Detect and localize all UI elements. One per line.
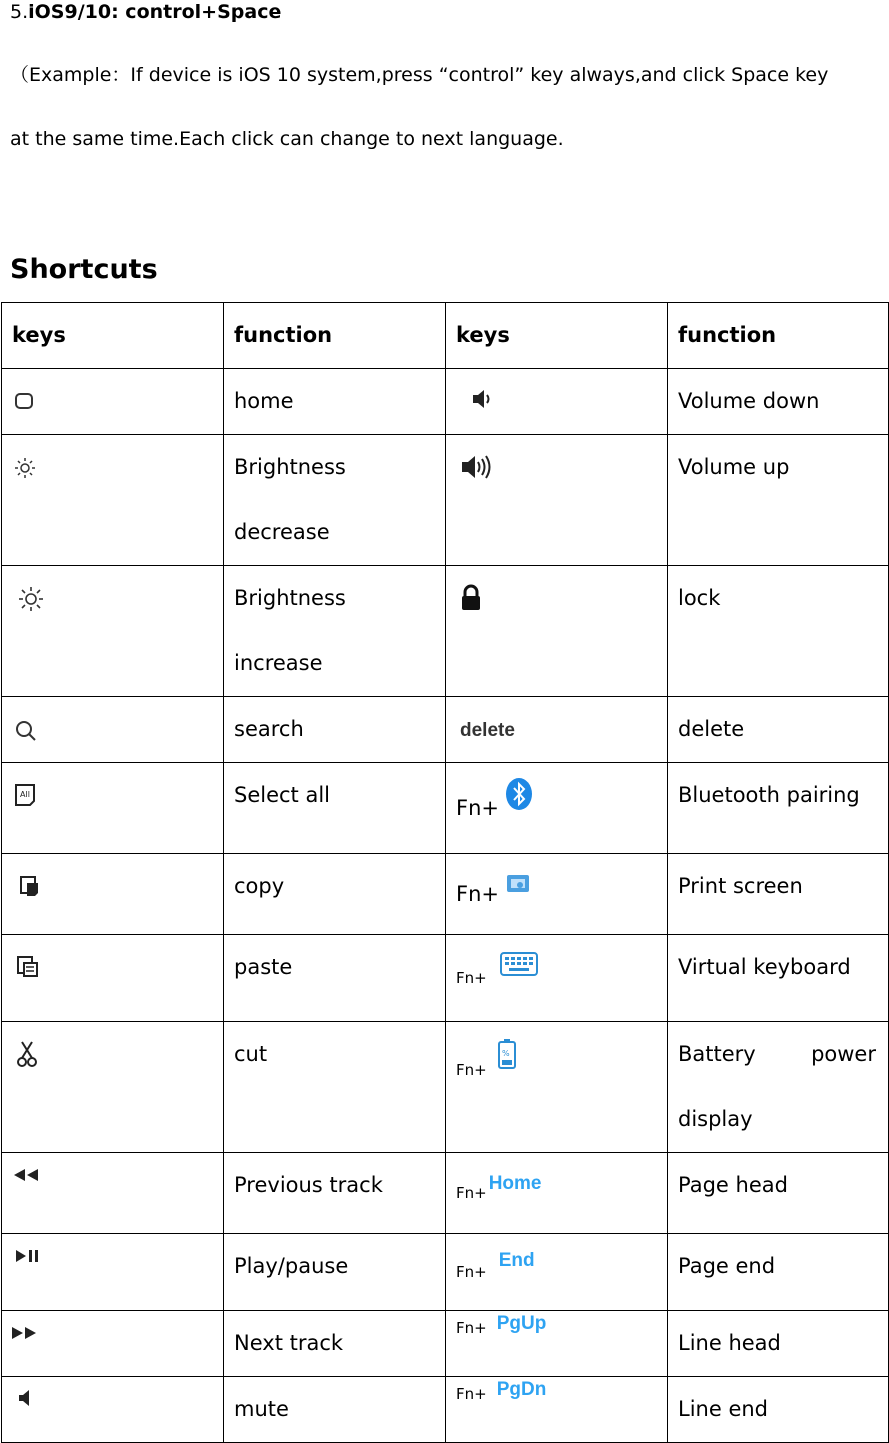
function-line: Brightness [234,455,346,479]
key-cell [2,1234,224,1311]
home-button-icon [12,389,36,413]
table-row [2,935,889,1022]
fn-combo [456,1311,657,1345]
function-cell: Virtual keyboard [668,935,889,1022]
function-cell: cut [224,1022,446,1153]
table-row [2,1234,889,1311]
fn-combo [456,1022,657,1118]
next-track-icon [10,1325,38,1341]
function-cell: Next track [224,1311,446,1377]
end-key-label: End [498,1250,535,1271]
table-row [2,1022,889,1153]
step-title: iOS9/10: control+Space [28,1,282,23]
key-cell [2,1022,224,1153]
function-cell: Volume down [668,369,889,435]
function-cell: mute [224,1377,446,1443]
key-cell [2,854,224,935]
key-cell [446,1153,668,1234]
key-cell [446,369,668,435]
key-cell [446,1377,668,1443]
table-header-row [2,303,889,369]
key-cell [446,935,668,1022]
fn-combo [456,1153,657,1233]
function-cell: home [224,369,446,435]
header-keys-1: keys [2,303,224,369]
function-cell: copy [224,854,446,935]
key-cell [446,1311,668,1377]
function-cell: Page head [668,1153,889,1234]
brightness-increase-icon [18,586,44,612]
key-cell [2,763,224,854]
key-cell [446,1022,668,1153]
volume-down-icon [470,387,500,411]
cut-scissors-icon [16,1040,38,1068]
section-title: Shortcuts [10,254,158,285]
fn-combo [456,763,657,853]
table-row [2,369,889,435]
table-row [2,435,889,566]
key-cell [2,1153,224,1234]
delete-key-label: delete [460,720,515,741]
key-cell [2,566,224,697]
key-cell [446,854,668,935]
function-cell: Previous track [224,1153,446,1234]
function-cell: Print screen [668,854,889,935]
fn-prefix: Fn+ [456,1385,487,1403]
function-cell: paste [224,935,446,1022]
copy-icon [18,874,42,898]
table-row [2,1311,889,1377]
mute-icon [16,1389,36,1407]
function-cell: lock [668,566,889,697]
function-cell: Bluetooth pairing [668,763,889,854]
header-keys-2: keys [446,303,668,369]
fn-prefix: Fn+ [456,1319,487,1337]
previous-track-icon [12,1167,40,1183]
paste-icon [16,955,40,979]
key-cell [2,935,224,1022]
function-cell: Select all [224,763,446,854]
battery-icon [497,1038,517,1070]
svg-text:%: % [501,1049,510,1058]
select-all-icon [14,783,36,807]
shortcuts-table [1,302,889,1443]
function-line: Brightness [234,586,346,610]
key-cell [446,1234,668,1311]
function-line [678,1022,878,1087]
fn-prefix: Fn+ [456,1263,487,1281]
function-line: increase [234,651,323,675]
function-cell [224,435,446,566]
instruction-text-line-2: at the same time.Each click can change to next language. [10,128,564,150]
pgdn-key-label: PgDn [496,1379,547,1400]
table-row [2,1153,889,1234]
function-cell [224,566,446,697]
key-cell [446,566,668,697]
brightness-decrease-icon [14,457,36,479]
function-cell: Line head [668,1311,889,1377]
fn-combo [456,1234,657,1310]
key-cell [2,1311,224,1377]
key-cell [2,435,224,566]
key-cell [446,435,668,566]
pgup-key-label: PgUp [496,1313,547,1334]
function-word: Battery [678,1042,756,1066]
key-cell [446,697,668,763]
function-cell [668,1022,889,1153]
function-cell: Line end [668,1377,889,1443]
search-icon [14,719,38,743]
instruction-text-line-1: （Example：If device is iOS 10 system,press “control” key always,and click Space key [10,64,829,86]
key-cell [446,763,668,854]
fn-prefix: Fn+ [456,969,487,987]
fn-prefix: Fn+ [456,882,499,906]
function-cell: Play/pause [224,1234,446,1311]
fn-combo [456,854,657,934]
function-word: power [811,1042,876,1066]
table-row [2,854,889,935]
table-row [2,566,889,697]
instruction-heading [10,0,281,24]
print-screen-icon [505,872,531,896]
svg-text:All: All [20,790,30,799]
key-cell [2,697,224,763]
volume-up-icon [460,453,496,481]
lock-icon [460,584,482,612]
fn-prefix: Fn+ [456,796,499,820]
virtual-keyboard-icon [499,951,539,977]
function-cell: search [224,697,446,763]
key-cell [2,369,224,435]
function-line: decrease [234,520,330,544]
fn-prefix: Fn+ [456,1061,487,1079]
table-row [2,1377,889,1443]
function-cell: Page end [668,1234,889,1311]
fn-prefix: Fn+ [456,1184,487,1202]
fn-combo [456,1377,657,1411]
function-cell: Volume up [668,435,889,566]
bluetooth-icon [505,777,533,811]
table-row [2,697,889,763]
step-number: 5. [10,1,29,23]
header-function-1: function [224,303,446,369]
function-cell: delete [668,697,889,763]
table-row [2,763,889,854]
key-cell [2,1377,224,1443]
header-function-2: function [668,303,889,369]
fn-combo [456,935,657,1021]
play-pause-icon [14,1248,42,1264]
home-key-label: Home [488,1173,542,1194]
function-line: display [678,1107,753,1131]
